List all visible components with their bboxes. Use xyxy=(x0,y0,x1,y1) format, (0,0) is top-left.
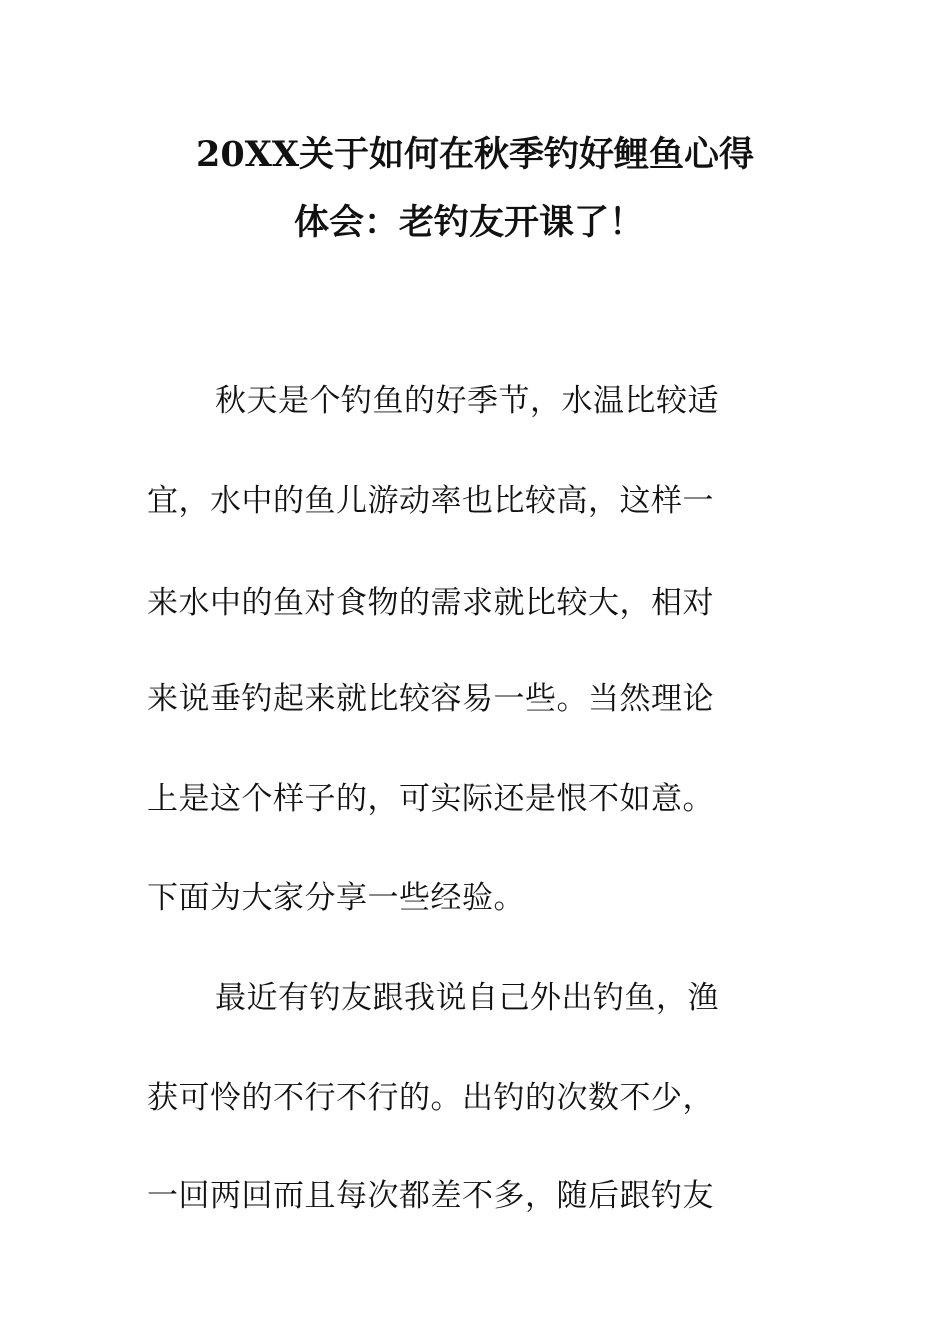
paragraph-1-line-2: 宜，水中的鱼儿游动率也比较高，这样一 xyxy=(147,483,714,519)
paragraph-1-line-1: 秋天是个钓鱼的好季节，水温比较适 xyxy=(215,383,719,419)
paragraph-2-line-1: 最近有钓友跟我说自己外出钓鱼，渔 xyxy=(215,980,719,1016)
paragraph-2-line-2: 获可怜的不行不行的。出钓的次数不少， xyxy=(147,1080,714,1116)
paragraph-1-line-6: 下面为大家分享一些经验。 xyxy=(147,880,525,916)
paragraph-1-line-5: 上是这个样子的，可实际还是恨不如意。 xyxy=(147,781,714,817)
paragraph-1-line-3: 来水中的鱼对食物的需求就比较大，相对 xyxy=(147,585,714,621)
paragraph-2-line-3: 一回两回而且每次都差不多，随后跟钓友 xyxy=(147,1178,714,1214)
paragraph-1-line-4: 来说垂钓起来就比较容易一些。当然理论 xyxy=(147,681,714,717)
title-line-1: 20XX关于如何在秋季钓好鲤鱼心得 xyxy=(195,134,755,175)
title-line-2: 体会：老钓友开课了！ xyxy=(293,202,644,243)
